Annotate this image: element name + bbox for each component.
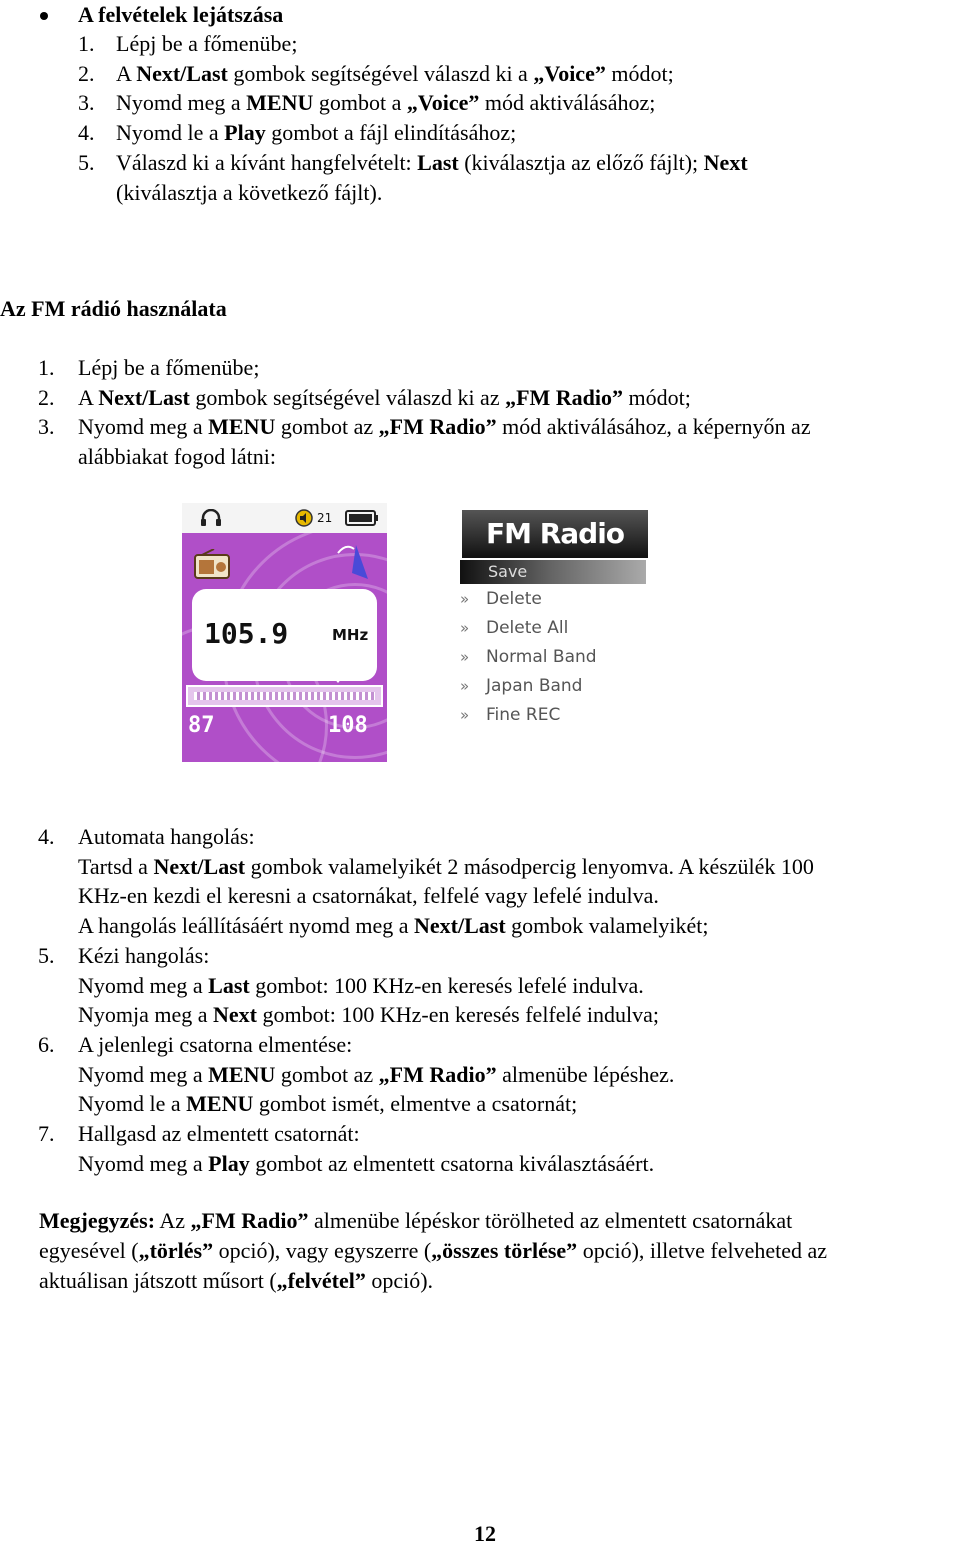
list-item [78, 1089, 577, 1119]
text-run: gombot az [275, 414, 379, 440]
text-run: (kiválasztja a következő fájlt). [116, 179, 383, 205]
bold-term: Play [208, 1150, 250, 1176]
text-run: gombot: 100 KHz-en keresés felfelé indulva; [257, 1002, 659, 1028]
text-run: Tartsd a [78, 853, 154, 879]
list-item [78, 1000, 659, 1030]
note-line [39, 1266, 433, 1296]
chevron-right-icon: » [460, 619, 470, 637]
text-run: Nyomd le a [78, 1091, 187, 1117]
text-run: aktuálisan játszott műsort ( [39, 1268, 277, 1293]
bold-term: Next [703, 149, 748, 175]
chevron-right-icon: » [460, 677, 470, 695]
list-item [78, 1119, 360, 1149]
list-item [78, 412, 811, 442]
menu-item-selected[interactable] [460, 560, 646, 584]
text-run: Lépj be a főmenübe; [78, 355, 260, 380]
bold-term: MENU [186, 1091, 254, 1117]
text-run: A jelenlegi csatorna elmentése: [78, 1031, 353, 1057]
menu-title: FM Radio [462, 510, 648, 558]
list-item [116, 29, 297, 59]
text-run: almenübe lépéskor törölheted az elmentett csatornákat [308, 1208, 793, 1233]
section-heading-playback: A felvételek lejátszása [78, 2, 284, 27]
list-number: 5. [38, 942, 55, 968]
bold-term: Next/Last [98, 384, 190, 410]
text-run: gombot a fájl elindításához; [265, 120, 517, 146]
text-run: opció), vagy egyszerre ( [213, 1238, 432, 1263]
text-run: Válaszd ki a kívánt hangfelvételt: [116, 149, 418, 175]
bold-term: Last [208, 972, 250, 998]
text-run: gombok segítségével válaszd ki a [227, 60, 534, 86]
list-number: 4. [78, 120, 95, 146]
list-number: 6. [38, 1031, 55, 1057]
bold-term: MENU [246, 90, 314, 116]
page-number: 12 [474, 1521, 496, 1546]
list-item [78, 911, 709, 941]
status-bar [182, 503, 387, 533]
text-run: Nyomja meg a [78, 1002, 214, 1028]
list-number: 4. [38, 824, 55, 849]
list-number: 7. [38, 1121, 55, 1146]
list-number: 2. [78, 60, 95, 86]
text-run: almenübe lépéshez. [496, 1061, 675, 1087]
section-heading-fm-radio: Az FM rádió használata [0, 296, 227, 321]
list-item [78, 881, 659, 911]
text-run: gombot az elmentett csatorna kiválasztásáért. [249, 1150, 655, 1176]
text-run: gombok valamelyikét; [505, 913, 709, 939]
bold-term: Megjegyzés: [39, 1208, 156, 1233]
headphones-icon [200, 509, 222, 527]
bold-term: MENU [208, 1061, 276, 1087]
menu-item-label: Normal Band [486, 647, 597, 667]
text-run: A [116, 60, 137, 86]
bold-term: „törlés” [138, 1238, 214, 1263]
text-run: Nyomd meg a [78, 414, 209, 440]
list-item [116, 148, 748, 178]
bold-term: Next/Last [153, 853, 246, 879]
text-run: A [78, 384, 99, 410]
text-run: Nyomd meg a [78, 1150, 209, 1176]
text-run: Automata hangolás: [78, 824, 255, 849]
text-run: alábbiakat fogod látni: [78, 444, 276, 470]
range-max: 108 [328, 713, 368, 738]
list-number: 5. [78, 149, 95, 175]
note-line [39, 1206, 792, 1236]
text-run: Lépj be a főmenübe; [116, 31, 298, 56]
menu-item-label: Delete [486, 589, 542, 609]
list-item [78, 1060, 674, 1090]
list-number: 3. [78, 90, 95, 116]
list-number: 2. [38, 384, 55, 410]
bold-term: „FM Radio” [378, 414, 497, 440]
volume-icon [295, 509, 313, 527]
bold-term: Next/Last [414, 913, 506, 939]
bold-term: „FM Radio” [378, 1061, 497, 1087]
list-item [78, 1030, 352, 1060]
text-run: gombot: 100 KHz-en keresés lefelé indulva. [249, 972, 644, 998]
text-run: Hallgasd az elmentett csatornát: [78, 1121, 360, 1146]
list-item [78, 353, 259, 383]
menu-item-label: Fine REC [486, 705, 561, 725]
list-item [78, 383, 691, 413]
text-run: módot; [605, 60, 674, 86]
text-run: A hangolás leállításáért nyomd meg a [78, 913, 415, 939]
text-run: Nyomd meg a [78, 1061, 209, 1087]
bold-term: „összes törlése” [431, 1238, 578, 1263]
chevron-right-icon: » [460, 590, 470, 608]
fm-radio-menu [460, 510, 650, 750]
text-run: (kiválasztja az előző fájlt); [458, 149, 704, 175]
bold-term: „Voice” [406, 90, 480, 116]
list-item [78, 822, 255, 852]
list-item [78, 852, 814, 882]
text-run: Az [155, 1208, 191, 1233]
text-run: módot; [623, 384, 691, 410]
range-min: 87 [188, 713, 215, 738]
list-item [116, 118, 516, 148]
menu-item-label: Save [488, 562, 528, 581]
bold-term: „FM Radio” [190, 1208, 309, 1233]
menu-item-label: Delete All [486, 618, 569, 638]
bullet-dot [40, 12, 48, 20]
list-item [78, 442, 276, 472]
tuning-slider [186, 685, 383, 707]
text-run: mód aktiválásához; [479, 90, 656, 116]
chevron-right-icon: » [460, 648, 470, 666]
text-run: Kézi hangolás: [78, 942, 210, 968]
list-item [116, 88, 655, 118]
tuning-marker [333, 677, 343, 683]
list-number: 1. [38, 355, 55, 380]
frequency-unit: MHz [332, 626, 369, 644]
chevron-right-icon: » [460, 706, 470, 724]
menu-item-label: Japan Band [486, 676, 583, 696]
text-run: opció), illetve felveheted az [577, 1238, 828, 1263]
bold-term: „felvétel” [276, 1268, 366, 1293]
list-item [116, 59, 674, 89]
volume-level: 21 [317, 511, 333, 525]
bold-term: Next/Last [136, 60, 228, 86]
list-item [78, 941, 209, 971]
note-line [39, 1236, 827, 1266]
text-run: Nyomd meg a [78, 972, 209, 998]
text-run: gombok valamelyikét 2 másodpercig lenyomva. A készülék 100 [245, 853, 814, 879]
bold-term: Next [213, 1002, 258, 1028]
bold-term: „FM Radio” [505, 384, 624, 410]
bold-term: MENU [208, 414, 276, 440]
text-run: gombok segítségével válaszd ki az [189, 384, 506, 410]
text-run: Nyomd le a [116, 120, 225, 146]
text-run: Nyomd meg a [116, 90, 247, 116]
text-run: gombot az [275, 1061, 379, 1087]
radio-icon [194, 549, 230, 579]
bold-term: Last [417, 149, 459, 175]
text-run: opció). [365, 1268, 434, 1293]
list-item [78, 1149, 654, 1179]
fm-radio-screen [182, 503, 387, 762]
bold-term: „Voice” [533, 60, 606, 86]
frequency-value: 105.9 [204, 617, 289, 650]
text-run: gombot a [313, 90, 407, 116]
text-run: KHz-en kezdi el keresni a csatornákat, felfelé vagy lefelé indulva. [78, 883, 659, 909]
signal-icon [332, 539, 374, 583]
list-item [116, 178, 382, 208]
text-run: gombot ismét, elmentve a csatornát; [253, 1091, 578, 1117]
text-run: egyesével ( [39, 1238, 139, 1263]
list-item [78, 971, 644, 1001]
list-number: 1. [78, 31, 95, 56]
battery-icon [345, 510, 379, 526]
text-run: mód aktiválásához, a képernyőn az [496, 414, 811, 440]
bold-term: Play [224, 120, 266, 146]
list-number: 3. [38, 414, 55, 440]
